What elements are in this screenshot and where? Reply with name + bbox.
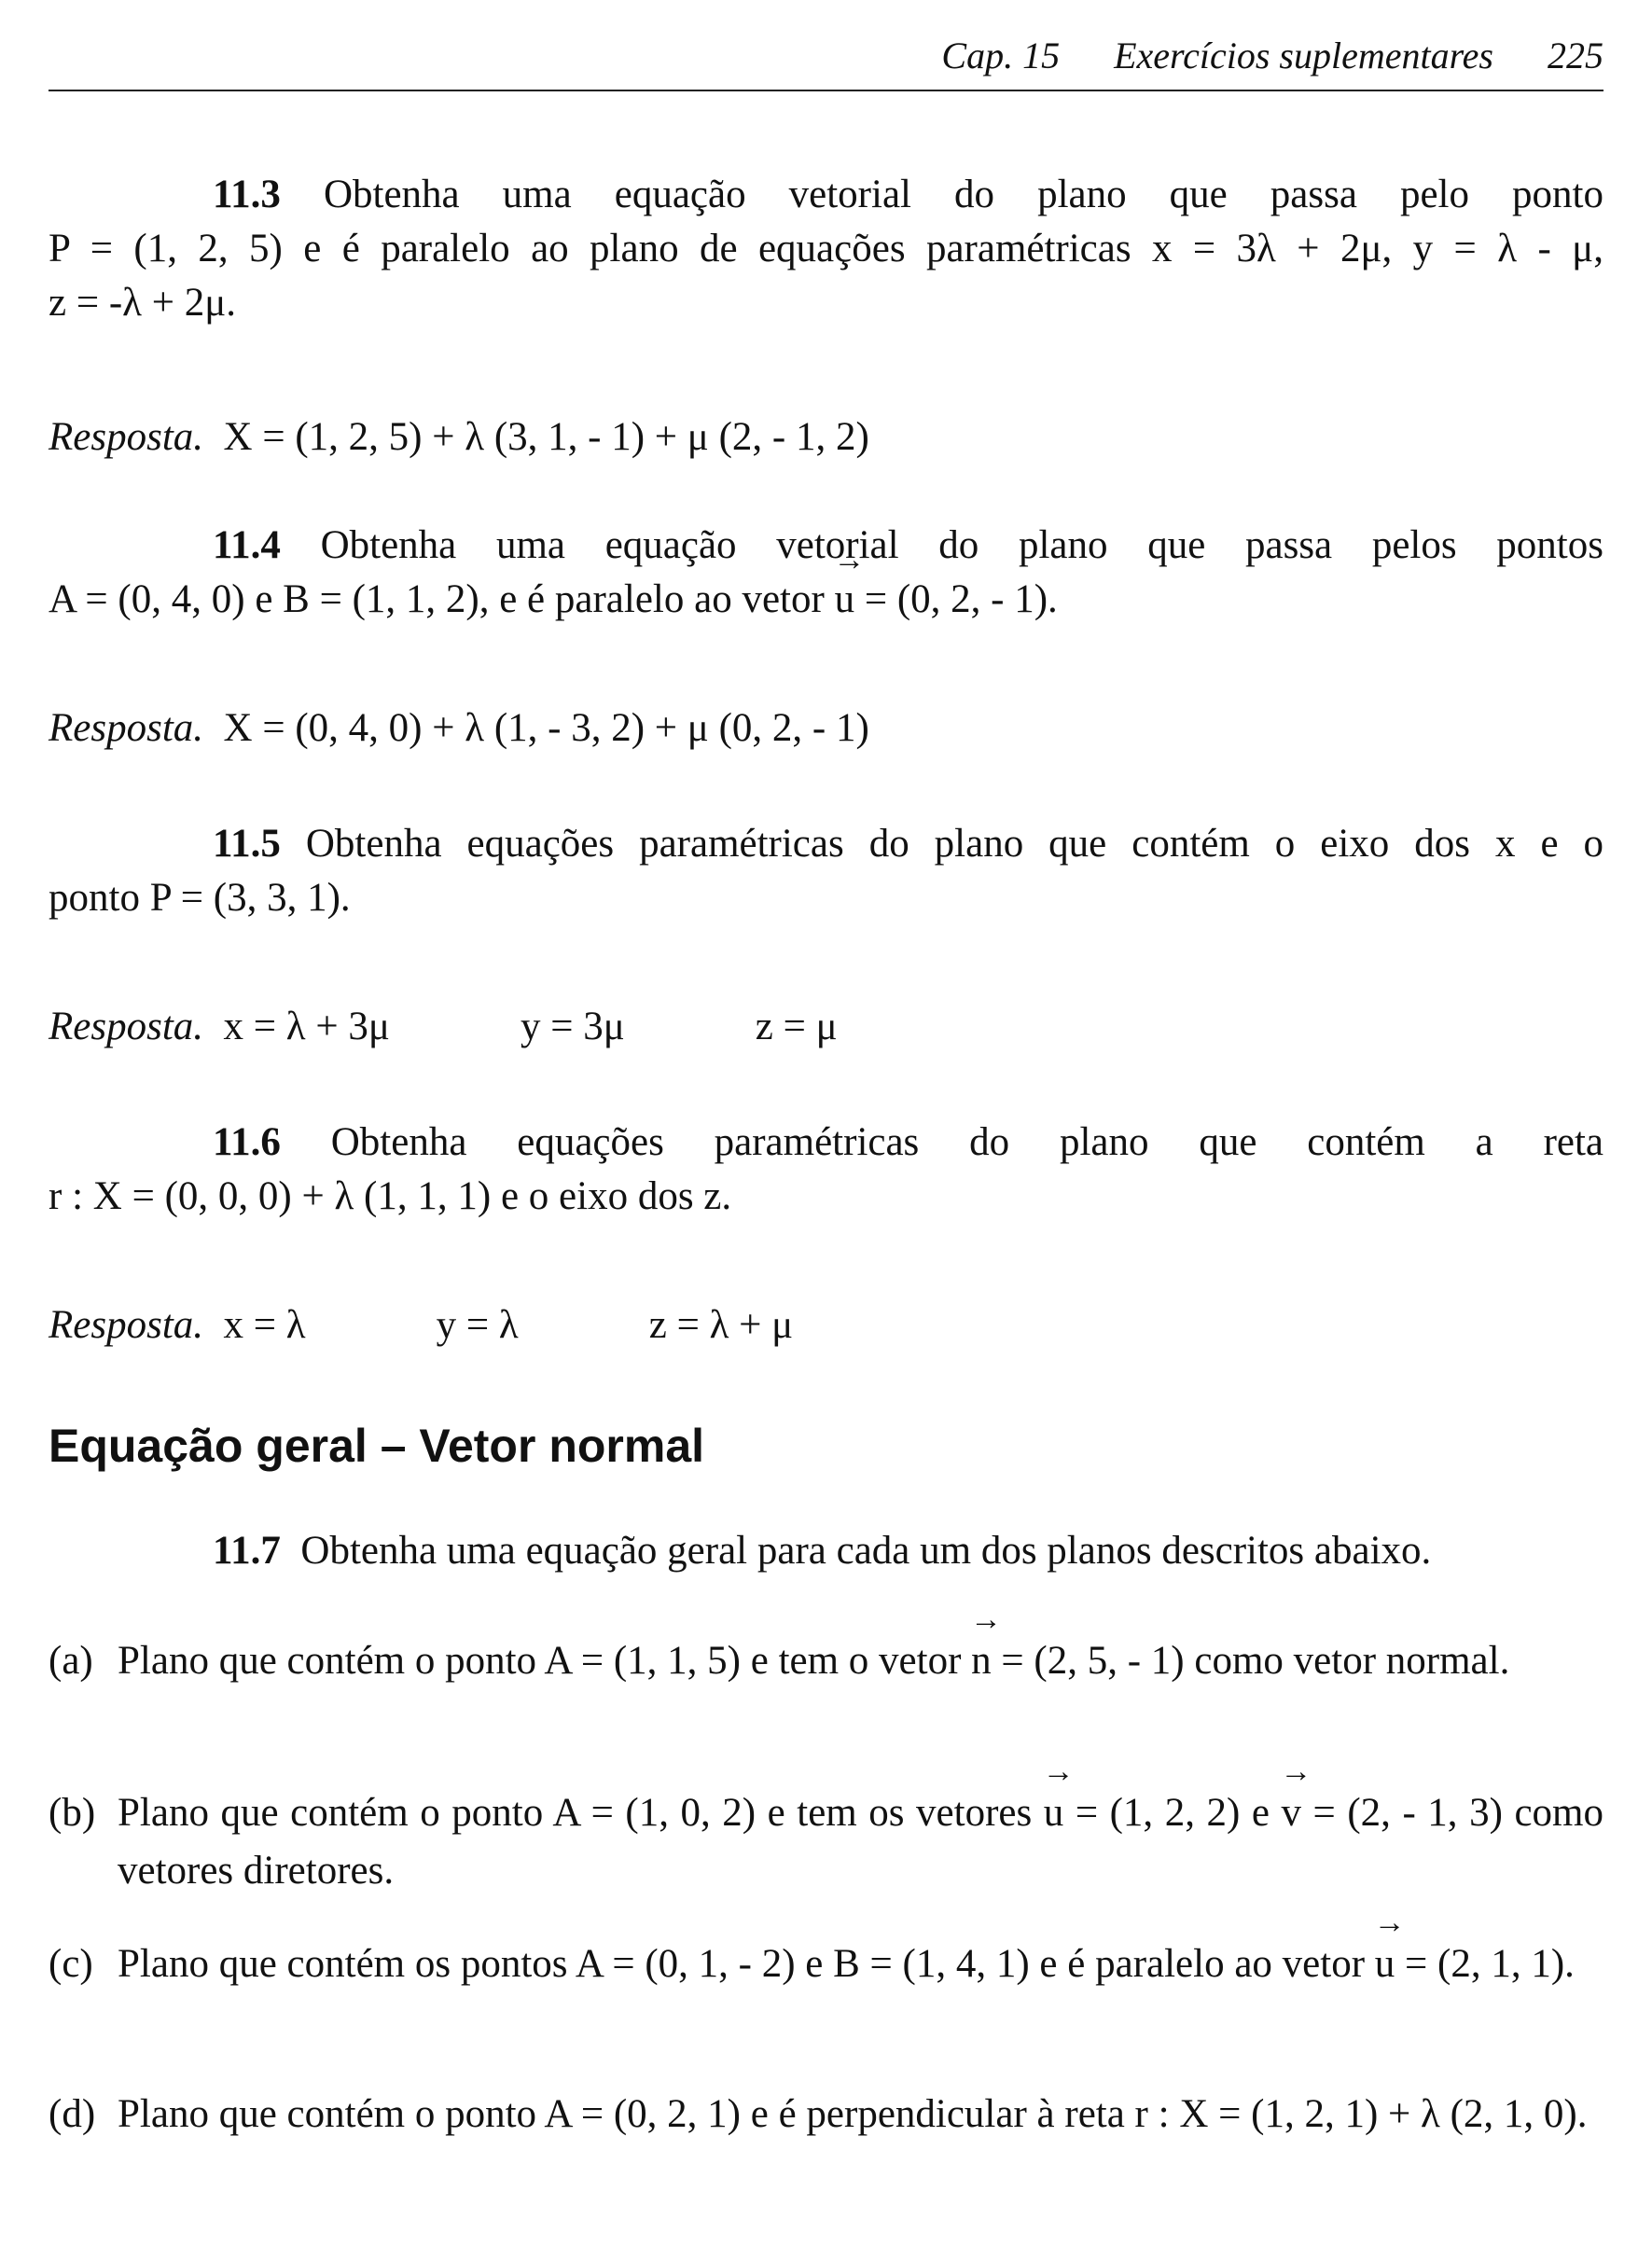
answer-label: Resposta. — [49, 1303, 204, 1347]
item-label: (a) — [49, 1639, 93, 1683]
item-d — [49, 2086, 1603, 2143]
answer-eq-y: y = λ — [436, 1303, 519, 1347]
exercise-line — [49, 573, 1603, 627]
exercise-line — [49, 519, 1603, 573]
answer-eq-z: z = λ + μ — [648, 1303, 794, 1347]
section-heading: Equação geral – Vetor normal — [49, 1420, 705, 1472]
vector-n: → n — [971, 1632, 992, 1690]
answer-eq-x: x = λ + 3μ — [223, 1005, 390, 1048]
answer-text: X = (0, 4, 0) + λ (1, - 3, 2) + μ (0, 2, - 1) — [223, 706, 869, 750]
answer-label: Resposta. — [49, 706, 204, 750]
exercise-line: ponto P = (3, 3, 1). — [49, 876, 351, 920]
exercise-line: z = -λ + 2μ. — [49, 281, 237, 325]
exercise-number: 11.5 — [213, 822, 281, 866]
item-c — [49, 1935, 1603, 1993]
exercise-11-6 — [49, 1116, 1603, 1224]
exercise-text: Obtenha equações paramétricas do plano que contém o eixo dos x e o — [305, 822, 1604, 866]
exercise-number: 11.3 — [213, 173, 281, 216]
exercise-text: Obtenha uma equação vetorial do plano que passa pelo ponto — [323, 173, 1603, 216]
vector-u: → u — [835, 573, 855, 627]
section-title: Exercícios suplementares — [1114, 34, 1493, 76]
answer-label: Resposta. — [49, 415, 204, 459]
exercise-line — [49, 168, 1603, 222]
answer-11-5 — [49, 1000, 1603, 1054]
exercise-number: 11.7 — [213, 1529, 281, 1573]
vector-v: → v — [1282, 1784, 1302, 1842]
exercise-number: 11.4 — [213, 523, 281, 567]
exercise-number: 11.6 — [213, 1120, 281, 1164]
exercise-text: Obtenha uma equação geral para cada um dos planos descritos abaixo. — [300, 1529, 1432, 1573]
item-a — [49, 1632, 1603, 1690]
item-b — [49, 1784, 1603, 1900]
exercise-line — [49, 1524, 1603, 1578]
chapter-label: Cap. 15 — [941, 34, 1061, 76]
exercise-text: = (0, 2, - 1). — [854, 577, 1058, 621]
answer-text: X = (1, 2, 5) + λ (3, 1, - 1) + μ (2, - 1, 2) — [223, 415, 869, 459]
item-text: Plano que contém o ponto A = (1, 0, 2) e tem os vetores → u = (1, 2, 2) e → v = (2, - 1, 3) como vetores diretores. — [118, 1784, 1603, 1900]
answer-11-6 — [49, 1298, 1603, 1352]
vector-u: → u — [1375, 1935, 1395, 1993]
answer-11-3 — [49, 410, 1603, 465]
running-header — [49, 21, 1603, 91]
item-text: Plano que contém o ponto A = (0, 2, 1) e é perpendicular à reta r : X = (1, 2, 1) + λ (2, 1, 0). — [118, 2092, 1588, 2136]
answer-eq-y: y = 3μ — [520, 1005, 625, 1048]
exercise-line: r : X = (0, 0, 0) + λ (1, 1, 1) e o eixo dos z. — [49, 1174, 732, 1218]
exercise-text: Obtenha equações paramétricas do plano que contém a reta — [330, 1120, 1604, 1164]
item-label: (d) — [49, 2092, 96, 2136]
answer-eq-x: x = λ — [223, 1303, 306, 1347]
item-label: (c) — [49, 1942, 93, 1986]
exercise-line: P = (1, 2, 5) e é paralelo ao plano de equações paramétricas x = 3λ + 2μ, y = λ - μ, — [49, 227, 1603, 270]
exercise-11-5 — [49, 817, 1603, 925]
exercise-11-7 — [49, 1524, 1603, 1578]
answer-11-4 — [49, 701, 1603, 756]
page-number: 225 — [1548, 34, 1603, 76]
vector-u: → u — [1044, 1784, 1064, 1842]
exercise-11-4 — [49, 519, 1603, 627]
exercise-text: A = (0, 4, 0) e B = (1, 1, 2), e é paralelo ao vetor — [49, 577, 835, 621]
exercise-11-3 — [49, 168, 1603, 330]
answer-eq-z: z = μ — [755, 1005, 838, 1048]
item-text: Plano que contém o ponto A = (1, 1, 5) e tem o vetor → n = (2, 5, - 1) como vetor normal. — [118, 1632, 1603, 1690]
exercise-line — [49, 817, 1603, 871]
exercise-line — [49, 1116, 1603, 1170]
item-text: Plano que contém os pontos A = (0, 1, - 2) e B = (1, 4, 1) e é paralelo ao vetor → u = (2, 1, 1). — [118, 1935, 1603, 1993]
answer-label: Resposta. — [49, 1005, 204, 1048]
exercise-text: Obtenha uma equação vetorial do plano que passa pelos pontos — [320, 523, 1603, 567]
item-label: (b) — [49, 1791, 96, 1835]
